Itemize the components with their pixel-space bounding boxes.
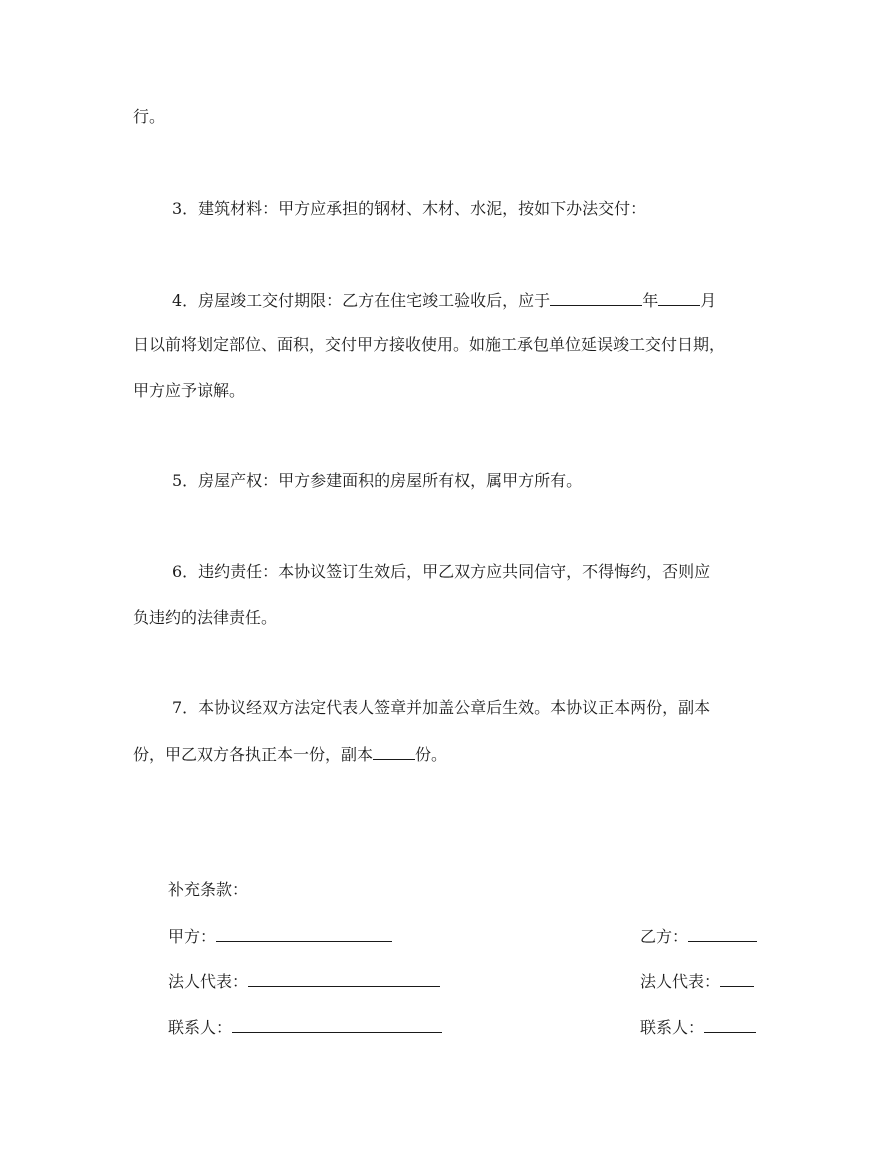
legal-rep-a-label: 法人代表： [168, 972, 249, 991]
clause-7-text-b: 份。 [415, 745, 448, 764]
month-blank [658, 290, 700, 306]
clause-7-line-2 [133, 744, 447, 765]
clause-4-line-1 [172, 290, 716, 311]
clause-6-line-2: 负违约的法律责任。 [133, 608, 278, 627]
clause-6-line-1: 6．违约责任：本协议签订生效后，甲乙双方应共同信守，不得悔约，否则应 [172, 562, 711, 581]
clause-4-text-month: 月 [700, 291, 717, 310]
contact-a-label: 联系人： [168, 1018, 233, 1037]
contact-b-label: 联系人： [640, 1018, 705, 1037]
clause-4-text-a: 4．房屋竣工交付期限：乙方在住宅竣工验收后，应于 [172, 291, 551, 310]
contact-a-signature-line [168, 1017, 442, 1038]
clause-4-text-year: 年 [642, 291, 659, 310]
year-blank [550, 290, 642, 306]
party-a-signature-line [168, 926, 392, 947]
legal-rep-a-blank [248, 971, 440, 987]
party-b-signature-line [640, 926, 757, 947]
party-a-label: 甲方： [168, 927, 217, 946]
party-a-blank [216, 926, 392, 942]
supplementary-terms-label: 补充条款： [168, 880, 249, 899]
clause-7-text-a: 份，甲乙双方各执正本一份，副本 [133, 745, 374, 764]
clause-7-line-1: 7．本协议经双方法定代表人签章并加盖公章后生效。本协议正本两份，副本 [172, 698, 711, 717]
party-b-blank [688, 926, 757, 942]
legal-rep-b-blank [720, 971, 754, 987]
clause-5-line-1: 5．房屋产权：甲方参建面积的房屋所有权，属甲方所有。 [172, 471, 583, 490]
legal-rep-b-label: 法人代表： [640, 972, 721, 991]
contact-b-blank [704, 1017, 756, 1033]
copies-blank [373, 744, 415, 760]
legal-rep-b-signature-line [640, 971, 754, 992]
continuation-text: 行。 [133, 107, 166, 126]
party-b-label: 乙方： [640, 927, 689, 946]
clause-4-line-3: 甲方应予谅解。 [133, 381, 246, 400]
contact-b-signature-line [640, 1017, 756, 1038]
clause-4-line-2: 日以前将划定部位、面积，交付甲方接收使用。如施工承包单位延误竣工交付日期， [133, 335, 726, 354]
clause-3-line-1: 3．建筑材料：甲方应承担的钢材、木材、水泥，按如下办法交付： [172, 199, 647, 218]
contact-a-blank [232, 1017, 442, 1033]
legal-rep-a-signature-line [168, 971, 440, 992]
